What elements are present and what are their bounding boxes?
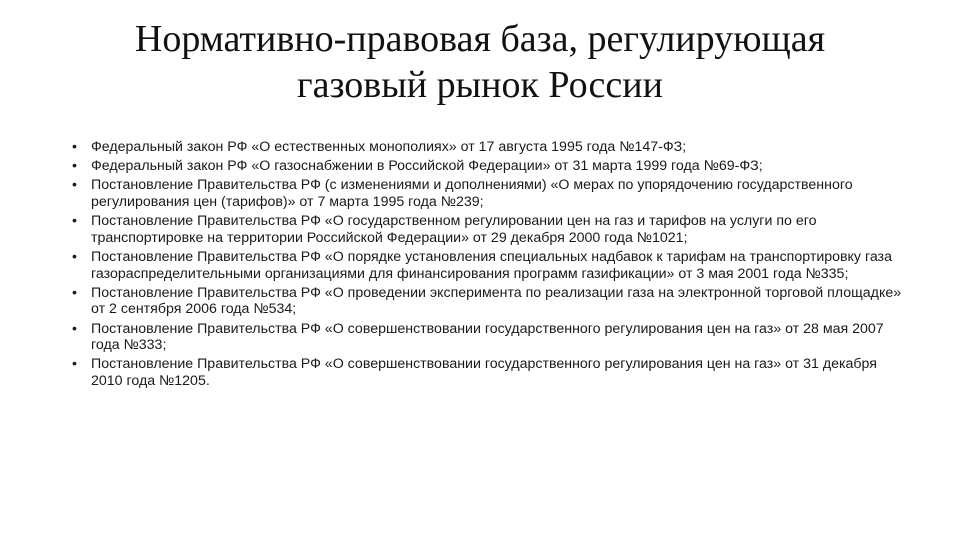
list-item-text: Постановление Правительства РФ «О совершенствовании государственного регулирования цен на газ» от 31 декабря 2010 года №1205. [91, 356, 877, 389]
list-item [72, 285, 902, 318]
list-item-text: Постановление Правительства РФ (с изменениями и дополнениями) «О мерах по упорядочению государственного регулирования цен (тарифов)» от 7 марта 1995 года №239; [91, 177, 853, 210]
list-item-text: Постановление Правительства РФ «О проведении эксперимента по реализации газа на электронной торговой площадке» от 2 сентября 2006 года №534; [91, 284, 902, 318]
list-item [72, 249, 902, 282]
list-item-text: Федеральный закон РФ «О естественных монополиях» от 17 августа 1995 года №147-ФЗ; [91, 139, 687, 155]
list-item [72, 213, 902, 246]
bullet-icon: • [72, 356, 77, 373]
slide-title-line-2: газовый рынок России [297, 64, 663, 106]
list-item-text: Постановление Правительства РФ «О порядке установления специальных надбавок к тарифам на транспортировку газа газораспределительными организациями для финансирования программ газификации» от 3 мая 2001 года №335; [91, 248, 892, 282]
list-item-text: Постановление Правительства РФ «О государственном регулировании цен на газ и тарифов на услуги по его транспортировке на территории Российской Федерации» от 29 декабря 2000 года №1021; [91, 213, 817, 246]
bullet-icon: • [72, 213, 77, 230]
list-item [72, 139, 902, 156]
bullet-icon: • [72, 139, 77, 155]
bullet-icon: • [72, 158, 77, 175]
list-item [72, 321, 902, 354]
slide-title-line-1: Нормативно-правовая база, регулирующая [134, 18, 826, 60]
bullet-icon: • [72, 248, 77, 265]
list-item [72, 177, 902, 210]
bullet-icon: • [72, 320, 77, 337]
list-item-text: Федеральный закон РФ «О газоснабжении в Российской Федерации» от 31 марта 1999 года №69-ФЗ; [91, 158, 763, 175]
list-item-text: Постановление Правительства РФ «О совершенствовании государственного регулирования цен на газ» от 28 мая 2007 года №333; [91, 320, 884, 354]
list-item [72, 158, 902, 175]
bullet-icon: • [72, 284, 77, 301]
list-item [72, 356, 902, 389]
bullet-icon: • [72, 177, 77, 194]
slide-title [60, 16, 900, 108]
regulation-list [72, 139, 902, 392]
